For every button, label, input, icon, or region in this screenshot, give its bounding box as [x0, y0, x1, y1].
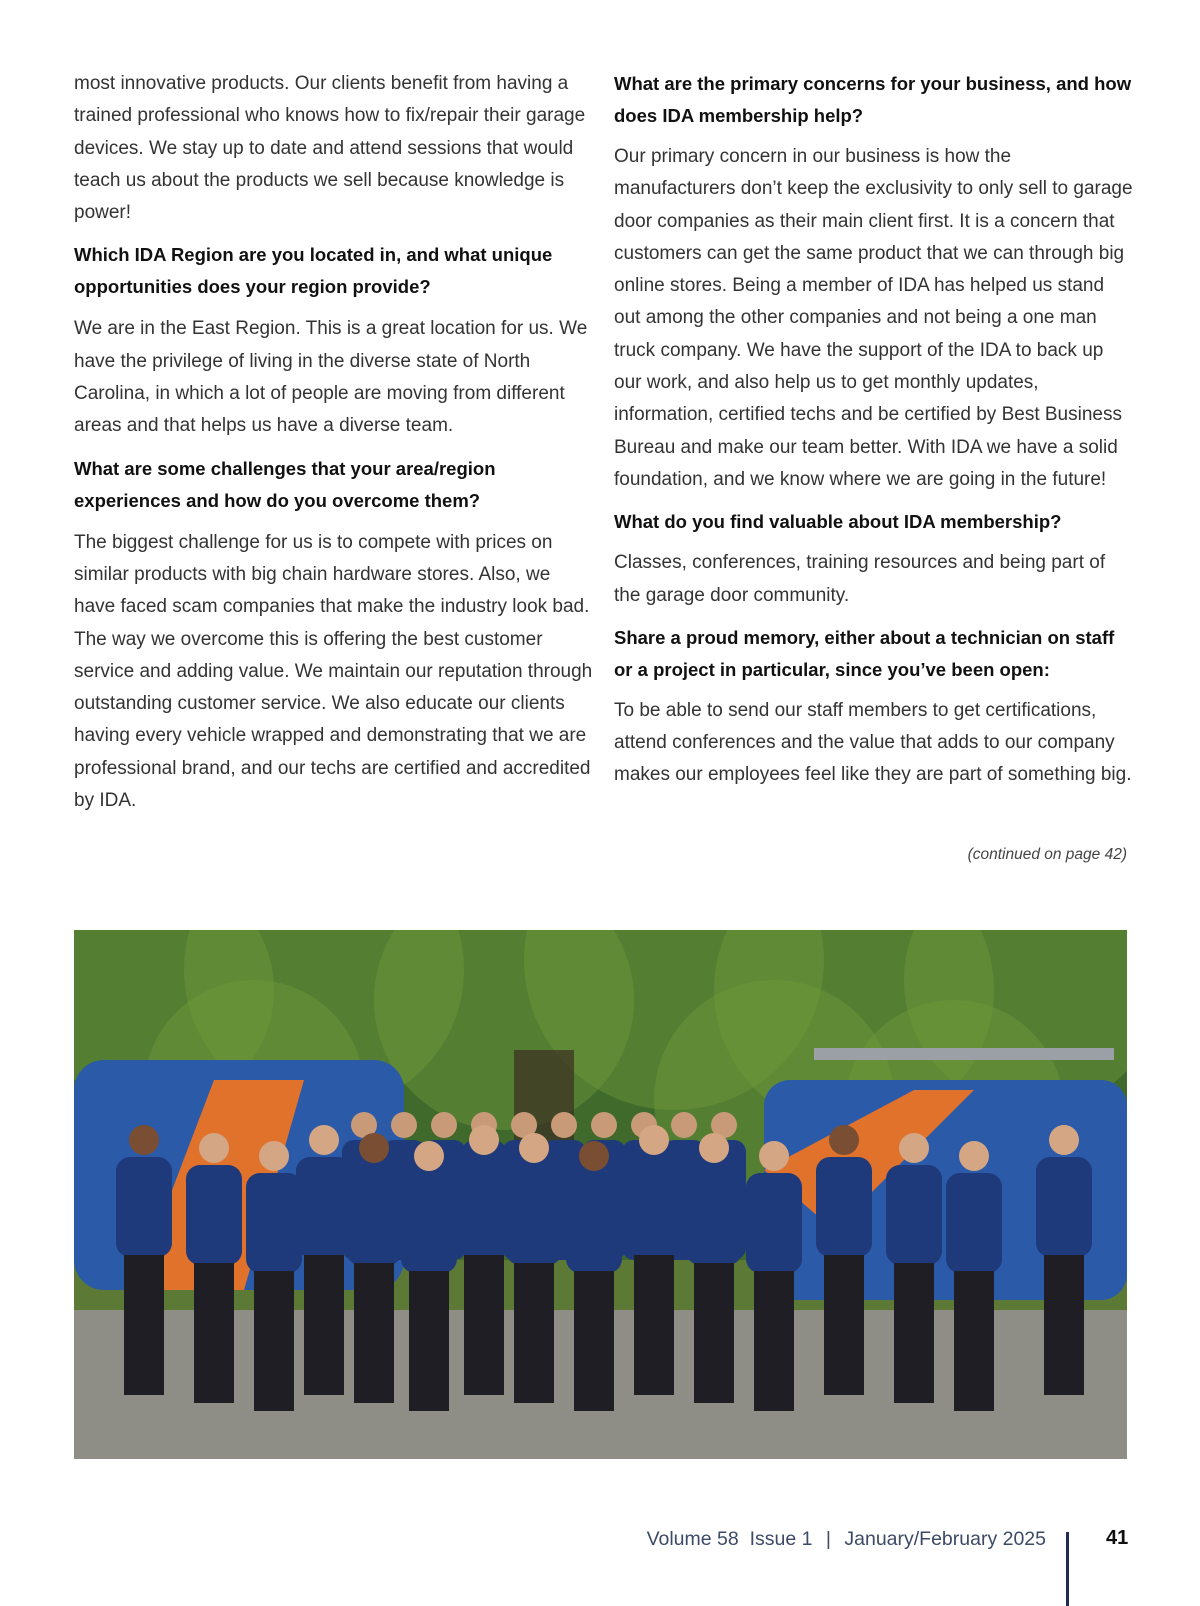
- answer-paragraph: To be able to send our staff members to get certifications, attend conferences and the value that adds to our company makes our employees feel like they are part of something big.: [614, 699, 1132, 786]
- footer-issue-info: [647, 1528, 1046, 1551]
- person-shirt: [626, 1157, 682, 1257]
- person-head: [579, 1141, 609, 1171]
- page-number: 41: [1106, 1527, 1129, 1549]
- ladder-rack: [814, 1048, 1114, 1060]
- person-pants: [304, 1255, 344, 1395]
- answer-paragraph: most innovative products. Our clients benefit from having a trained professional who knows how to fix/repair their garage devices. We stay up to date and attend sessions that would teach us about the products we sell because knowledge is power!: [74, 73, 586, 224]
- person-pants: [1044, 1255, 1084, 1395]
- question-heading: Share a proud memory, either about a technician on staff or a project in particular, since you’ve been open:: [614, 626, 1115, 680]
- article-right-column: [614, 68, 1134, 802]
- person-head: [1049, 1125, 1079, 1155]
- person-shirt: [296, 1157, 352, 1257]
- person-pants: [194, 1263, 234, 1403]
- person-head: [469, 1125, 499, 1155]
- team-photo-illustration: [74, 930, 1127, 1459]
- question-heading: What are the primary concerns for your business, and how does IDA membership help?: [614, 73, 1132, 126]
- person-pants: [574, 1271, 614, 1411]
- question-heading: What are some challenges that your area/region experiences and how do you overcome them?: [74, 457, 496, 511]
- person-shirt: [506, 1165, 562, 1265]
- person-head: [829, 1125, 859, 1155]
- person-shirt: [116, 1157, 172, 1257]
- person-head: [699, 1133, 729, 1163]
- person-pants: [464, 1255, 504, 1395]
- person-head: [759, 1141, 789, 1171]
- person-shirt: [456, 1157, 512, 1257]
- person-pants: [409, 1271, 449, 1411]
- person-head: [671, 1112, 697, 1138]
- person-shirt: [946, 1173, 1002, 1273]
- person-head: [519, 1133, 549, 1163]
- answer-paragraph: The biggest challenge for us is to compete with prices on similar products with big chain hardware stores. Also, we have faced scam companies that make the industry look bad. The way we overcome this is offering the best customer service and adding value. We maintain our reputation through outstanding customer service. We also educate our clients having every vehicle wrapped and demonstrating that we are professional brand, and our techs are certified and accredited by IDA.: [74, 531, 593, 812]
- question-heading: What do you find valuable about IDA membership?: [614, 511, 1062, 533]
- person-pants: [254, 1271, 294, 1411]
- person-head: [199, 1133, 229, 1163]
- person-pants: [634, 1255, 674, 1395]
- footer-date: January/February 2025: [844, 1528, 1046, 1550]
- person-shirt: [186, 1165, 242, 1265]
- person-head: [359, 1133, 389, 1163]
- footer-issue: Issue 1: [749, 1528, 813, 1550]
- person-head: [259, 1141, 289, 1171]
- footer-volume: Volume 58: [646, 1528, 739, 1550]
- team-photo: [74, 930, 1127, 1459]
- footer-separator: |: [825, 1528, 831, 1550]
- person-pants: [954, 1271, 994, 1411]
- person-head: [431, 1112, 457, 1138]
- article-left-column: [74, 68, 594, 827]
- person-shirt: [1036, 1157, 1092, 1257]
- person-head: [959, 1141, 989, 1171]
- person-shirt: [566, 1173, 622, 1273]
- person-pants: [514, 1263, 554, 1403]
- person-head: [899, 1133, 929, 1163]
- person-shirt: [246, 1173, 302, 1273]
- person-shirt: [346, 1165, 402, 1265]
- footer-divider: [1066, 1532, 1069, 1606]
- person-pants: [354, 1263, 394, 1403]
- person-pants: [894, 1263, 934, 1403]
- person-shirt: [886, 1165, 942, 1265]
- person-shirt: [746, 1173, 802, 1273]
- person-shirt: [401, 1173, 457, 1273]
- person-pants: [824, 1255, 864, 1395]
- question-heading: Which IDA Region are you located in, and what unique opportunities does your region provide?: [74, 244, 553, 298]
- person-shirt: [686, 1165, 742, 1265]
- person-shirt: [816, 1157, 872, 1257]
- person-head: [414, 1141, 444, 1171]
- person-head: [309, 1125, 339, 1155]
- answer-paragraph: Our primary concern in our business is how the manufacturers don’t keep the exclusivity to only sell to garage door companies as their main client first. It is a concern that customers can get the same product that we can through big online stores. Being a member of IDA has helped us stand out among the other companies and not being a one man truck company. We have the support of the IDA to back up our work, and also help us to get monthly updates, information, certified techs and be certified by Best Business Bureau and make our team better. With IDA we have a solid foundation, and we know where we are going in the future!: [614, 146, 1133, 490]
- person-head: [391, 1112, 417, 1138]
- person-head: [639, 1125, 669, 1155]
- person-head: [129, 1125, 159, 1155]
- person-head: [551, 1112, 577, 1138]
- person-head: [591, 1112, 617, 1138]
- answer-paragraph: We are in the East Region. This is a great location for us. We have the privilege of living in the diverse state of North Carolina, in which a lot of people are moving from different areas and that helps us have a diverse team.: [74, 318, 588, 437]
- continued-note: (continued on page 42): [967, 846, 1127, 863]
- answer-paragraph: Classes, conferences, training resources and being part of the garage door community.: [614, 552, 1106, 606]
- person-pants: [754, 1271, 794, 1411]
- person-pants: [124, 1255, 164, 1395]
- person-pants: [694, 1263, 734, 1403]
